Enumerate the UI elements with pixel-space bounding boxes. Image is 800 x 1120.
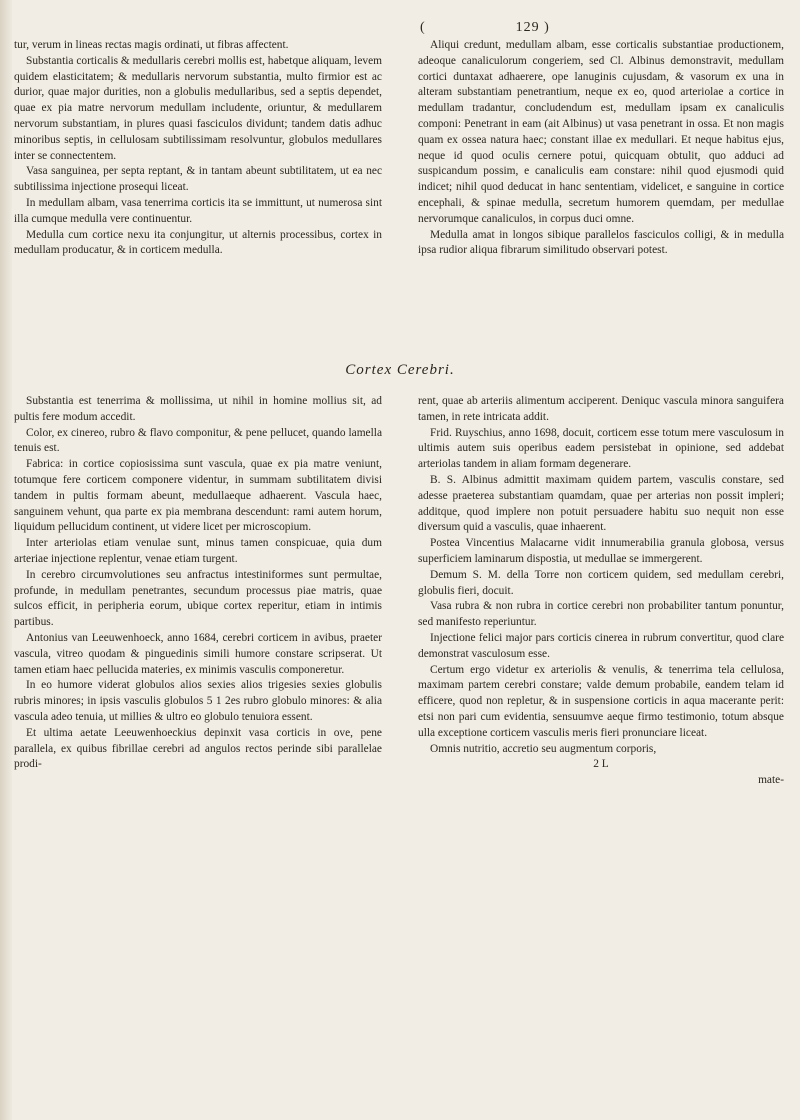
section-heading: Cortex Cerebri. xyxy=(345,362,455,378)
paragraph: Certum ergo videtur ex arteriolis & venulis, & tenerrima tela cellulosa, maximam partem cerebri constare; valde demum probabile, eandem telam id efficere, quod non repletur, & in suspensione corticis in aqua macerante perit: etsi non pari cum evidentia, sensuumve aeque firmo testimonio, totum absque ulla exceptione corticem vasculis meris fieri pronunciare liceat. xyxy=(418,663,784,739)
paragraph: Color, ex cinereo, rubro & flavo componitur, & pene pellucet, quando lamella tenuis est. xyxy=(14,426,382,455)
page-gutter xyxy=(0,0,12,1120)
column-left-top xyxy=(14,38,382,259)
paragraph: Demum S. M. della Torre non corticem quidem, sed medullam cerebri, globulis fieri, docuit. xyxy=(418,568,784,597)
signature-mark: 2 L xyxy=(593,758,609,771)
column-right-top xyxy=(418,38,784,259)
paragraph: rent, quae ab arteriis alimentum acciperent. Deniquc vascula minora sanguifera tamen, in rete intricata addit. xyxy=(418,395,784,423)
paragraph: Vasa sanguinea, per septa reptant, & in tantam abeunt subtilitatem, ut ea nec subtilissima injectione prosequi liceat. xyxy=(14,165,382,194)
catchword: mate- xyxy=(758,774,784,787)
paragraph: Antonius van Leeuwenhoeck, anno 1684, cerebri corticem in avibus, praeter vascula, vitreo quodam & pinguedinis simili humore constare scripserat. Ut tamen etiam haec pellucida materies, ex minimis vasculis componeretur. xyxy=(14,631,382,676)
paragraph: tur, verum in lineas rectas magis ordinati, ut fibras affectent. xyxy=(14,39,289,51)
paragraph: Postea Vincentius Malacarne vidit innumerabilia granula globosa, versus superficiem laminarum dispostia, ut medullae se immergerent. xyxy=(418,537,784,565)
paragraph: Medulla cum cortice nexu ita conjungitur, ut alternis processibus, cortex in medullam producatur, & in corticem medulla. xyxy=(14,228,382,257)
paren-open: ( xyxy=(420,20,426,35)
paragraph: Inter arteriolas etiam venulae sunt, minus tamen conspicuae, quia dum arteriae injectione replentur, venae etiam turgent. xyxy=(14,537,382,565)
paragraph: Vasa rubra & non rubra in cortice cerebri non probabiliter tantum ponuntur, sed manifesto reperiuntur. xyxy=(418,600,784,629)
paragraph: B. S. Albinus admittit maximam quidem partem, vasculis constare, sed adesse praeterea substantiam quamdam, quae per arterias non possit impleri; additque, quod implere non potuit persuadere habitu suo nequit non esse diversum quid a vasculis, quae inhaerent. xyxy=(418,473,784,534)
paragraph: Injectione felici major pars corticis cinerea in rubrum convertitur, quod clare demonstrat vasculosum esse. xyxy=(418,631,784,660)
paragraph: Frid. Ruyschius, anno 1698, docuit, corticem esse totum mere vasculosum in ultimis autem suis operibus eadem persistebat in opinione, sed addebat arteriolas tandem in aliam formam degenerare. xyxy=(418,426,784,471)
paragraph: In cerebro circumvolutiones seu anfractus intestiniformes sunt permultae, profunde, in medullam penetrantes, secundum processus piae matris, quae sulcos efficit, in peripheria eorum, ubique cortex reperitur, etiam in intimis partibus. xyxy=(14,568,382,629)
paragraph: Omnis nutritio, accretio seu augmentum corporis, xyxy=(430,742,657,755)
paragraph: Medulla amat in longos sibique parallelos fasciculos colligi, & in medulla ipsa rudior aliqua fibrarum similitudo observari potest. xyxy=(418,228,784,257)
paragraph: Aliqui credunt, medullam albam, esse corticalis substantiae productionem, adeoque canaliculorum congeriem, sed Cl. Albinus demonstravit, medullam cortici duntaxat adhaerere, ope lanuginis cujusdam, & vasorum ex una in alteram substantiam penetrantium, neque ex eo, quod arteriolae a cortice in medullam tradantur, concludendum est, medullam ipsam ex canaliculis componi: Penetrant in eam (ait Albinus) ut vasa penetrant in ossa. Et non magis quam ex ossea natura haec; constant illae ex medullari. Et neque habitus ejus, neque id quod oculis cernere potui, quicquam obtulit, quo adduci ad suspicandum possim, e canaliculis eam constare: nihil quod ejusmodi quid indicet; nihil quod deducat in hanc sententiam, videlicet, e sanguine in cortice encephali, & spinae medulla, secretum humorem quemdam, per medullae nervorumque canaliculos, in corpus duci omne. xyxy=(418,39,784,225)
paragraph: Substantia est tenerrima & mollissima, ut nihil in homine mollius sit, ad pultis fere modum accedit. xyxy=(14,395,382,423)
paren-close: ) xyxy=(544,20,550,35)
paragraph: Fabrica: in cortice copiosissima sunt vasculа, quae ex pia matre veniunt, totumque fere corticem componere videntur, in summam subtilitatem divisi tandem in pultis formam abeunt, medullaeque adhaerent. Vascula haec, sanguinem vehunt, qua parte ex pia membrana descendunt: rami autem horum, liquidum pellucidum continent, ut videre licet per microscopium. xyxy=(14,458,382,534)
paragraph: Et ultima aetate Leeuwenhoeckius depinxit vasa corticis in ove, pene parallela, ex quibus fibrillae cerebri ad angulos rectos perinde sibi parallelae prodi- xyxy=(14,726,382,771)
column-left-bottom xyxy=(14,394,382,773)
column-right-bottom xyxy=(418,394,784,789)
page-number-value: 129 xyxy=(515,20,540,35)
paragraph: In eo humore viderat globulos alios sexies alios trigesies sexies globulis rubris minores; in ipsis vasculis globulos 5 1 2es rubro globulo minores: & alia vascula adeo tenuia, ut millies & ultro eo globulo tenuiora essent. xyxy=(14,679,382,723)
paragraph: In medullam albam, vasa tenerrima corticis ita se immittunt, ut numerosa sint illa cumque medulla vere continuentur. xyxy=(14,196,382,225)
page-number xyxy=(420,20,550,36)
paragraph: Substantia corticalis & medullaris cerebri mollis est, habetque aliquam, levem quidem elasticitatem; & medullaris nervorum substantia, multo firmior est ac durior, quae major durities, non a globulis medullaribus, sed a septis dependet, quae ex pia matre nervorum medullam includente, oriuntur, & medullarem nervorum substantiam, in plures quasi fasciculos dividunt; tandem datis adhuc minoribus septis, in cellulosam subtilissimam resolvuntur, globulos medullares inter se connectentem. xyxy=(14,54,382,162)
